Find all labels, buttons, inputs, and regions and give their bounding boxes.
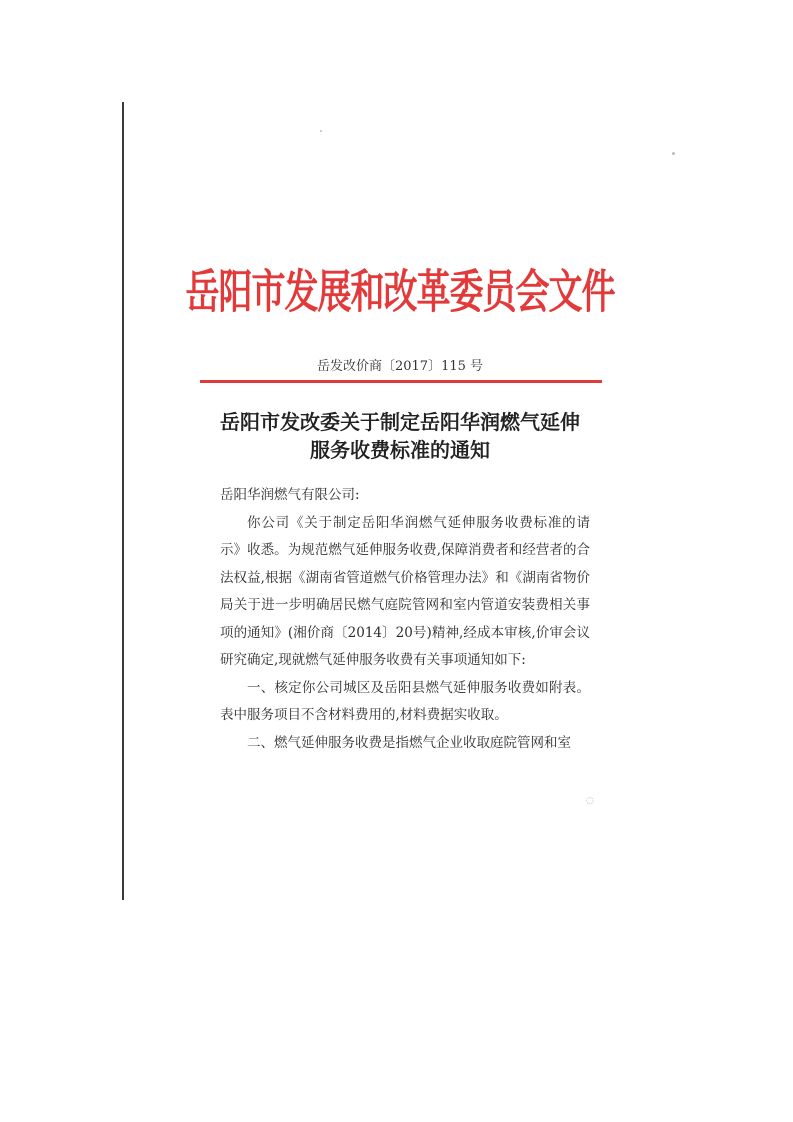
body-paragraph: 二、燃气延伸服务收费是指燃气企业收取庭院管网和室 xyxy=(247,734,571,751)
red-divider-rule xyxy=(200,380,602,383)
scan-edge-line xyxy=(122,102,124,900)
salutation: 岳阳华润燃气有限公司: xyxy=(220,487,360,503)
scan-speck xyxy=(672,152,675,155)
issuer-header-title: 岳阳市发展和改革委员会文件 xyxy=(185,265,615,320)
document-title-line: 服务收费标准的通知 xyxy=(310,438,490,462)
body-paragraph: 你公司《关于制定岳阳华润燃气延伸服务收费标准的请示》收悉。为规范燃气延伸服务收费,保障消费者和经营者的合法权益,根据《湖南省管道燃气价格管理办法》和《湖南省物价局关于进一步明确居民燃气庭院管网和室内管道安装费相关事项的通知》(湘价商〔2014〕20号)精神,经成本审核,价审会议研究确定,现就燃气延伸服务收费有关事项通知如下: xyxy=(220,514,590,668)
scan-speck xyxy=(320,130,322,132)
body-paragraph: 一、核定你公司城区及岳阳县燃气延伸服务收费如附表。表中服务项目不含材料费用的,材料费据实收取。 xyxy=(220,679,590,723)
document-title xyxy=(195,408,605,464)
document-body xyxy=(220,482,590,757)
scan-smudge-mark: ◌ xyxy=(586,796,594,806)
document-number: 岳发改价商〔2017〕115 号 xyxy=(316,359,484,374)
document-title-line: 岳阳市发改委关于制定岳阳华润燃气延伸 xyxy=(220,410,580,434)
